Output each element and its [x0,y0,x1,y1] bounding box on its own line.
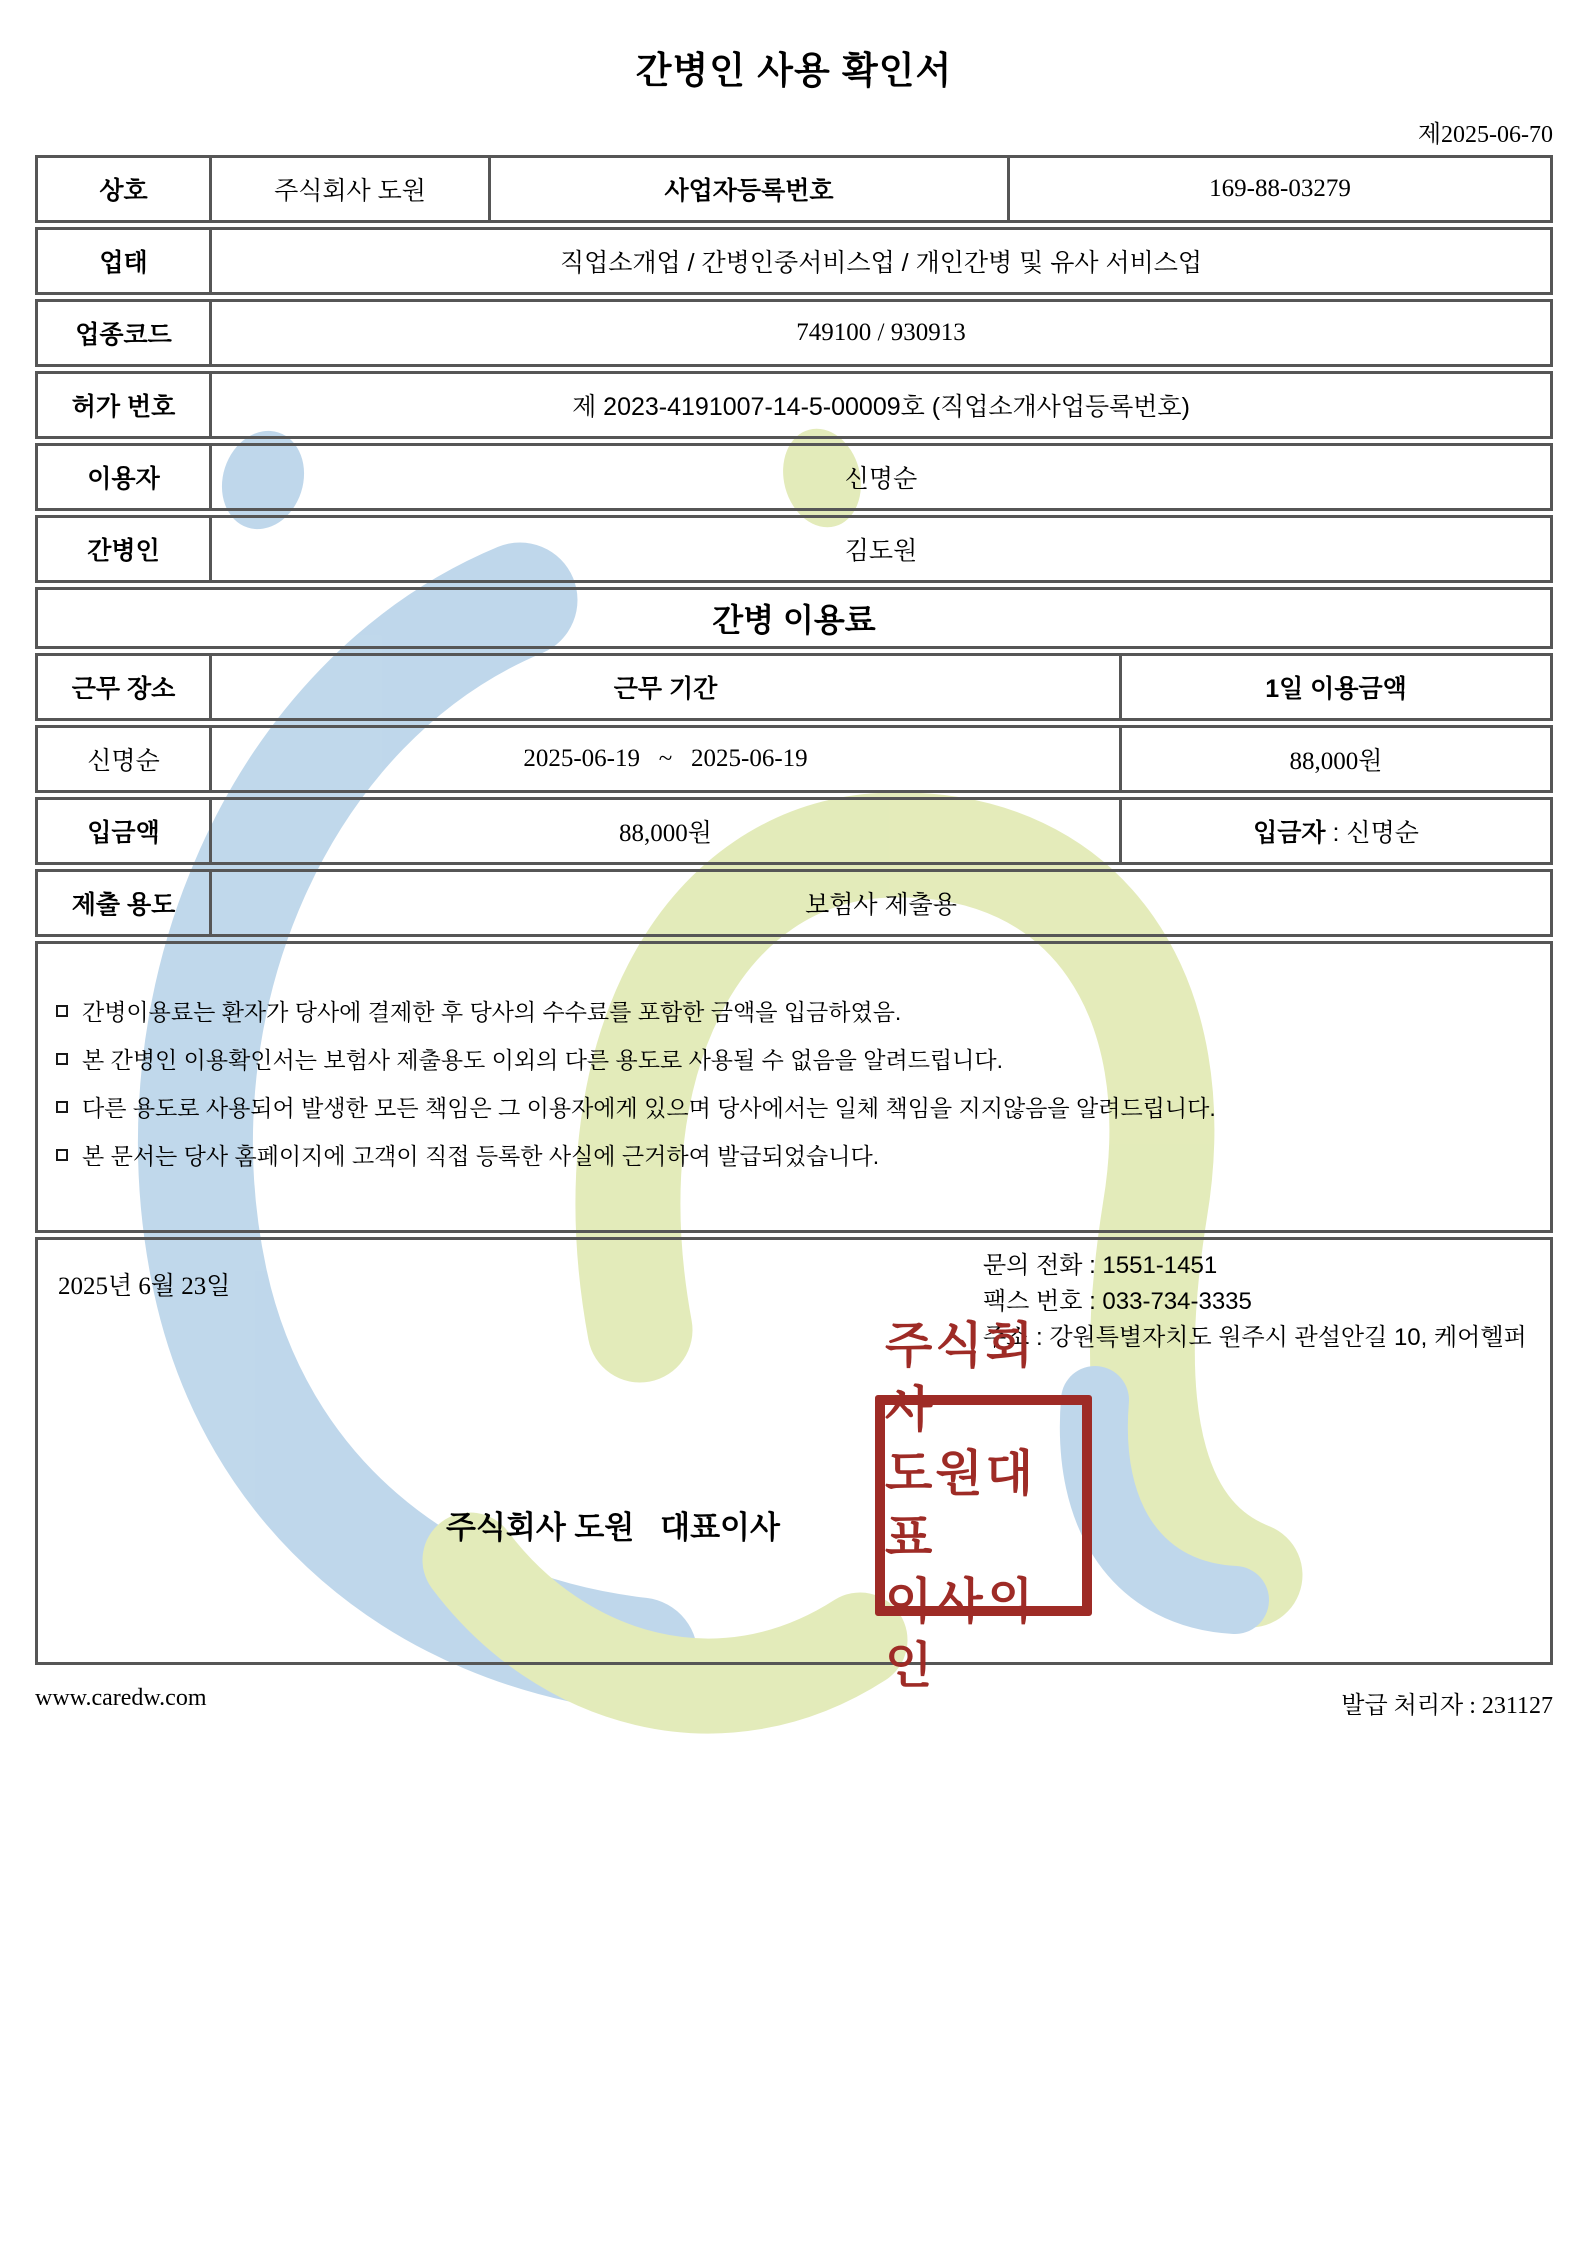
fee-header-row [35,653,1553,721]
note-item [54,1090,1532,1123]
company-name-value: 주식회사 도원 [209,158,488,220]
business-code-label: 업종코드 [75,321,172,349]
daily-fee-value: 88,000원 [1119,728,1550,790]
work-period-header: 근무 기간 [209,656,1119,718]
note-text: 본 간병인 이용확인서는 보험사 제출용도 이외의 다른 용도로 사용될 수 없음을 알려드립니다. [82,1047,1003,1073]
work-period-value: 2025-06-19 ~ 2025-06-19 [209,728,1119,790]
depositor-cell [1119,800,1550,862]
note-item [54,1138,1532,1171]
daily-fee-header: 1일 이용금액 [1119,656,1550,718]
square-bullet-icon [56,1149,68,1161]
corporate-seal-stamp [875,1318,1092,1693]
issuer-id: 발급 처리자 : 231127 [1341,1693,1553,1719]
page-footer [35,1685,1553,1720]
address-line: 주소 : 강원특별자치도 원주시 관설안길 10, 케어헬퍼 [983,1324,1527,1351]
table-row [35,371,1553,439]
seal-line: 주식회사 [885,1318,1037,1437]
company-name-label: 상호 [99,177,148,205]
company-signature: 주식회사 도원 대표이사 [446,1510,780,1545]
business-type-value: 직업소개업 / 간병인중서비스업 / 개인간병 및 유사 서비스업 [209,230,1550,292]
permit-number-value: 제 2023-4191007-14-5-00009호 (직업소개사업등록번호) [209,374,1550,436]
note-item [54,994,1532,1027]
square-bullet-icon [56,1053,68,1065]
purpose-label: 제출 용도 [71,891,176,919]
page-title: 간병인 사용 확인서 [635,50,953,91]
website-url: www.caredw.com [35,1685,207,1711]
square-bullet-icon [56,1005,68,1017]
table-row [35,227,1553,295]
phone-line: 문의 전화 : 1551-1451 [983,1252,1218,1279]
user-label: 이용자 [87,465,160,493]
table-row [35,155,1553,223]
fee-data-row [35,725,1553,793]
business-reg-no-value: 169-88-03279 [1007,158,1550,220]
note-text: 본 문서는 당사 홈페이지에 고객이 직접 등록한 사실에 근거하여 발급되었습니다. [82,1143,880,1169]
purpose-row [35,869,1553,937]
table-row [35,515,1553,583]
deposit-row [35,797,1553,865]
square-bullet-icon [56,1101,68,1113]
permit-number-label: 허가 번호 [71,393,176,421]
user-value: 신명순 [209,446,1550,508]
deposit-amount-value: 88,000원 [209,800,1119,862]
note-text: 간병이용료는 환자가 당사에 결제한 후 당사의 수수료를 포함한 금액을 입금하였음. [82,999,902,1025]
depositor-label: 입금자 [1253,819,1326,847]
seal-line: 도원대표 [885,1446,1037,1565]
depositor-value: : 신명순 [1325,819,1419,847]
fee-section-title-row [35,587,1553,649]
work-place-header: 근무 장소 [71,675,176,703]
business-type-label: 업태 [99,249,148,277]
seal-line: 이사의인 [885,1574,1037,1693]
caregiver-value: 김도원 [209,518,1550,580]
fee-section-title: 간병 이용료 [712,602,876,638]
confirmation-table [35,155,1553,1693]
table-row [35,443,1553,511]
deposit-amount-label: 입금액 [87,819,160,847]
business-code-value: 749100 / 930913 [209,302,1550,364]
business-reg-no-label: 사업자등록번호 [488,158,1007,220]
fax-line: 팩스 번호 : 033-734-3335 [983,1288,1252,1315]
table-row [35,299,1553,367]
caregiver-label: 간병인 [87,537,160,565]
note-text: 다른 용도로 사용되어 발생한 모든 책임은 그 이용자에게 있으며 당사에서는 일체 책임을 지지않음을 알려드립니다. [82,1095,1216,1121]
purpose-value: 보험사 제출용 [209,872,1550,934]
work-place-value: 신명순 [87,747,160,775]
signature-box [35,1237,1553,1693]
notes-box [35,941,1553,1233]
issue-date: 2025년 6월 23일 [58,1273,231,1300]
note-item [54,1042,1532,1075]
document-number: 제2025-06-70 [1417,122,1553,148]
